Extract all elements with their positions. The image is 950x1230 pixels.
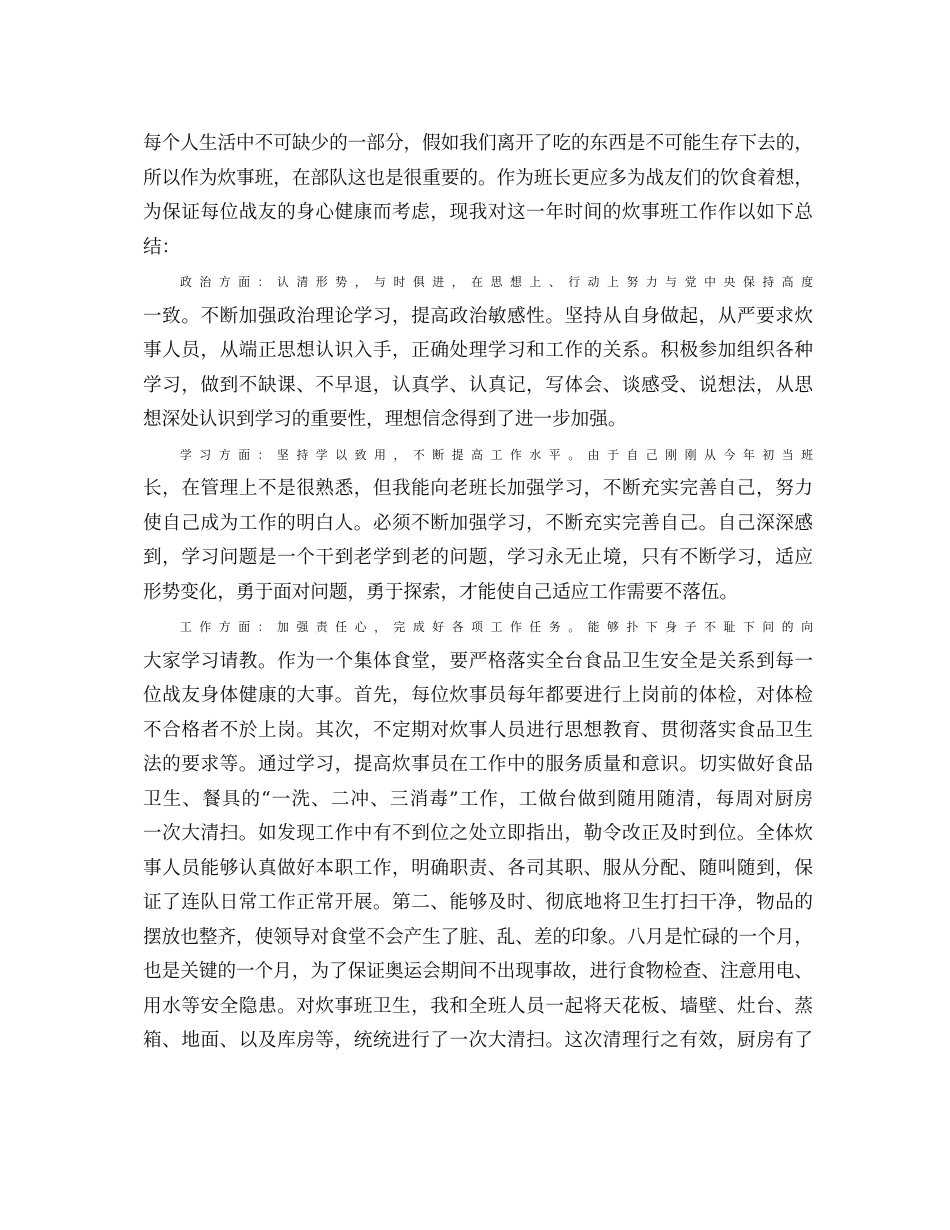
text-line: 学习方面：坚持学以致用，不断提高工作水平。由于自己刚刚从今年初当班 <box>180 447 813 462</box>
text-line: 工作方面：加强责任心，完成好各项工作任务。能够扑下身子不耻下问的向 <box>180 620 813 634</box>
text-line: 不合格者不於上岗。其次，不定期对炊事人员进行思想教育、贯彻落实食品卫生 <box>143 719 813 741</box>
text-line: 想深处认识到学习的重要性，理想信念得到了进一步加强。 <box>143 409 627 430</box>
text-line: 用水等安全隐患。对炊事班卫生，我和全班人员一起将天花板、墙壁、灶台、蒸 <box>143 995 813 1017</box>
text-line: 为保证每位战友的身心健康而考虑，现我对这一年时间的炊事班工作作以如下总 <box>143 202 813 223</box>
text-line: 长，在管理上不是很熟悉，但我能向老班长加强学习，不断充实完善自己，努力 <box>143 478 813 499</box>
text-line: 所以作为炊事班，在部队这也是很重要的。作为班长更应多为战友们的饮食着想， <box>143 167 813 189</box>
text-line: 也是关键的一个月，为了保证奥运会期间不出现事故，进行食物检查、注意用电、 <box>143 961 813 982</box>
text-line: 一致。不断加强政治理论学习，提高政治敏感性。坚持从自身做起，从严要求炊 <box>143 305 813 327</box>
text-line: 使自己成为工作的明白人。必须不断加强学习，不断充实完善自己。自己深深感 <box>143 512 813 534</box>
text-line: 箱、地面、以及库房等，统统进行了一次大清扫。这次清理行之有效，厨房有了 <box>143 1030 813 1051</box>
text-line: 事人员能够认真做好本职工作，明确职责、各司其职、服从分配、随叫随到，保 <box>143 857 813 879</box>
text-line: 证了连队日常工作正常开展。第二、能够及时、彻底地将卫生打扫干净，物品的 <box>143 892 813 913</box>
text-line: 每个人生活中不可缺少的一部分，假如我们离开了吃的东西是不可能生存下去的， <box>143 133 813 154</box>
text-line: 位战友身体健康的大事。首先，每位炊事员每年都要进行上岗前的体检，对体检 <box>143 685 813 706</box>
text-line: 到，学习问题是一个干到老学到老的问题，学习永无止境，只有不断学习，适应 <box>143 547 813 568</box>
text-line: 大家学习请教。作为一个集体食堂，要严格落实全台食品卫生安全是关系到每一 <box>143 650 813 672</box>
text-line: 摆放也整齐，使领导对食堂不会产生了脏、乱、差的印象。八月是忙碌的一个月， <box>143 926 813 948</box>
text-line: 形势变化，勇于面对问题，勇于探索，才能使自己适应工作需要不落伍。 <box>143 581 739 603</box>
text-line: 卫生、餐具的“一洗、二冲、三消毒”工作，工做台做到随用随清，每周对厨房 <box>143 788 813 810</box>
text-line: 政治方面：认清形势，与时俱进，在思想上、行动上努力与党中央保持高度 <box>180 275 813 289</box>
text-line: 法的要求等。通过学习，提高炊事员在工作中的服务质量和意识。切实做好食品 <box>143 754 813 775</box>
text-line: 结： <box>143 236 181 258</box>
text-line: 学习，做到不缺课、不早退，认真学、认真记，写体会、谈感受、说想法，从思 <box>143 374 813 396</box>
text-line: 事人员，从端正思想认识入手，正确处理学习和工作的关系。积极参加组织各种 <box>143 340 813 361</box>
document-body-text <box>143 127 813 1059</box>
text-line: 一次大清扫。如发现工作中有不到位之处立即指出，勒令改正及时到位。全体炊 <box>143 823 813 844</box>
